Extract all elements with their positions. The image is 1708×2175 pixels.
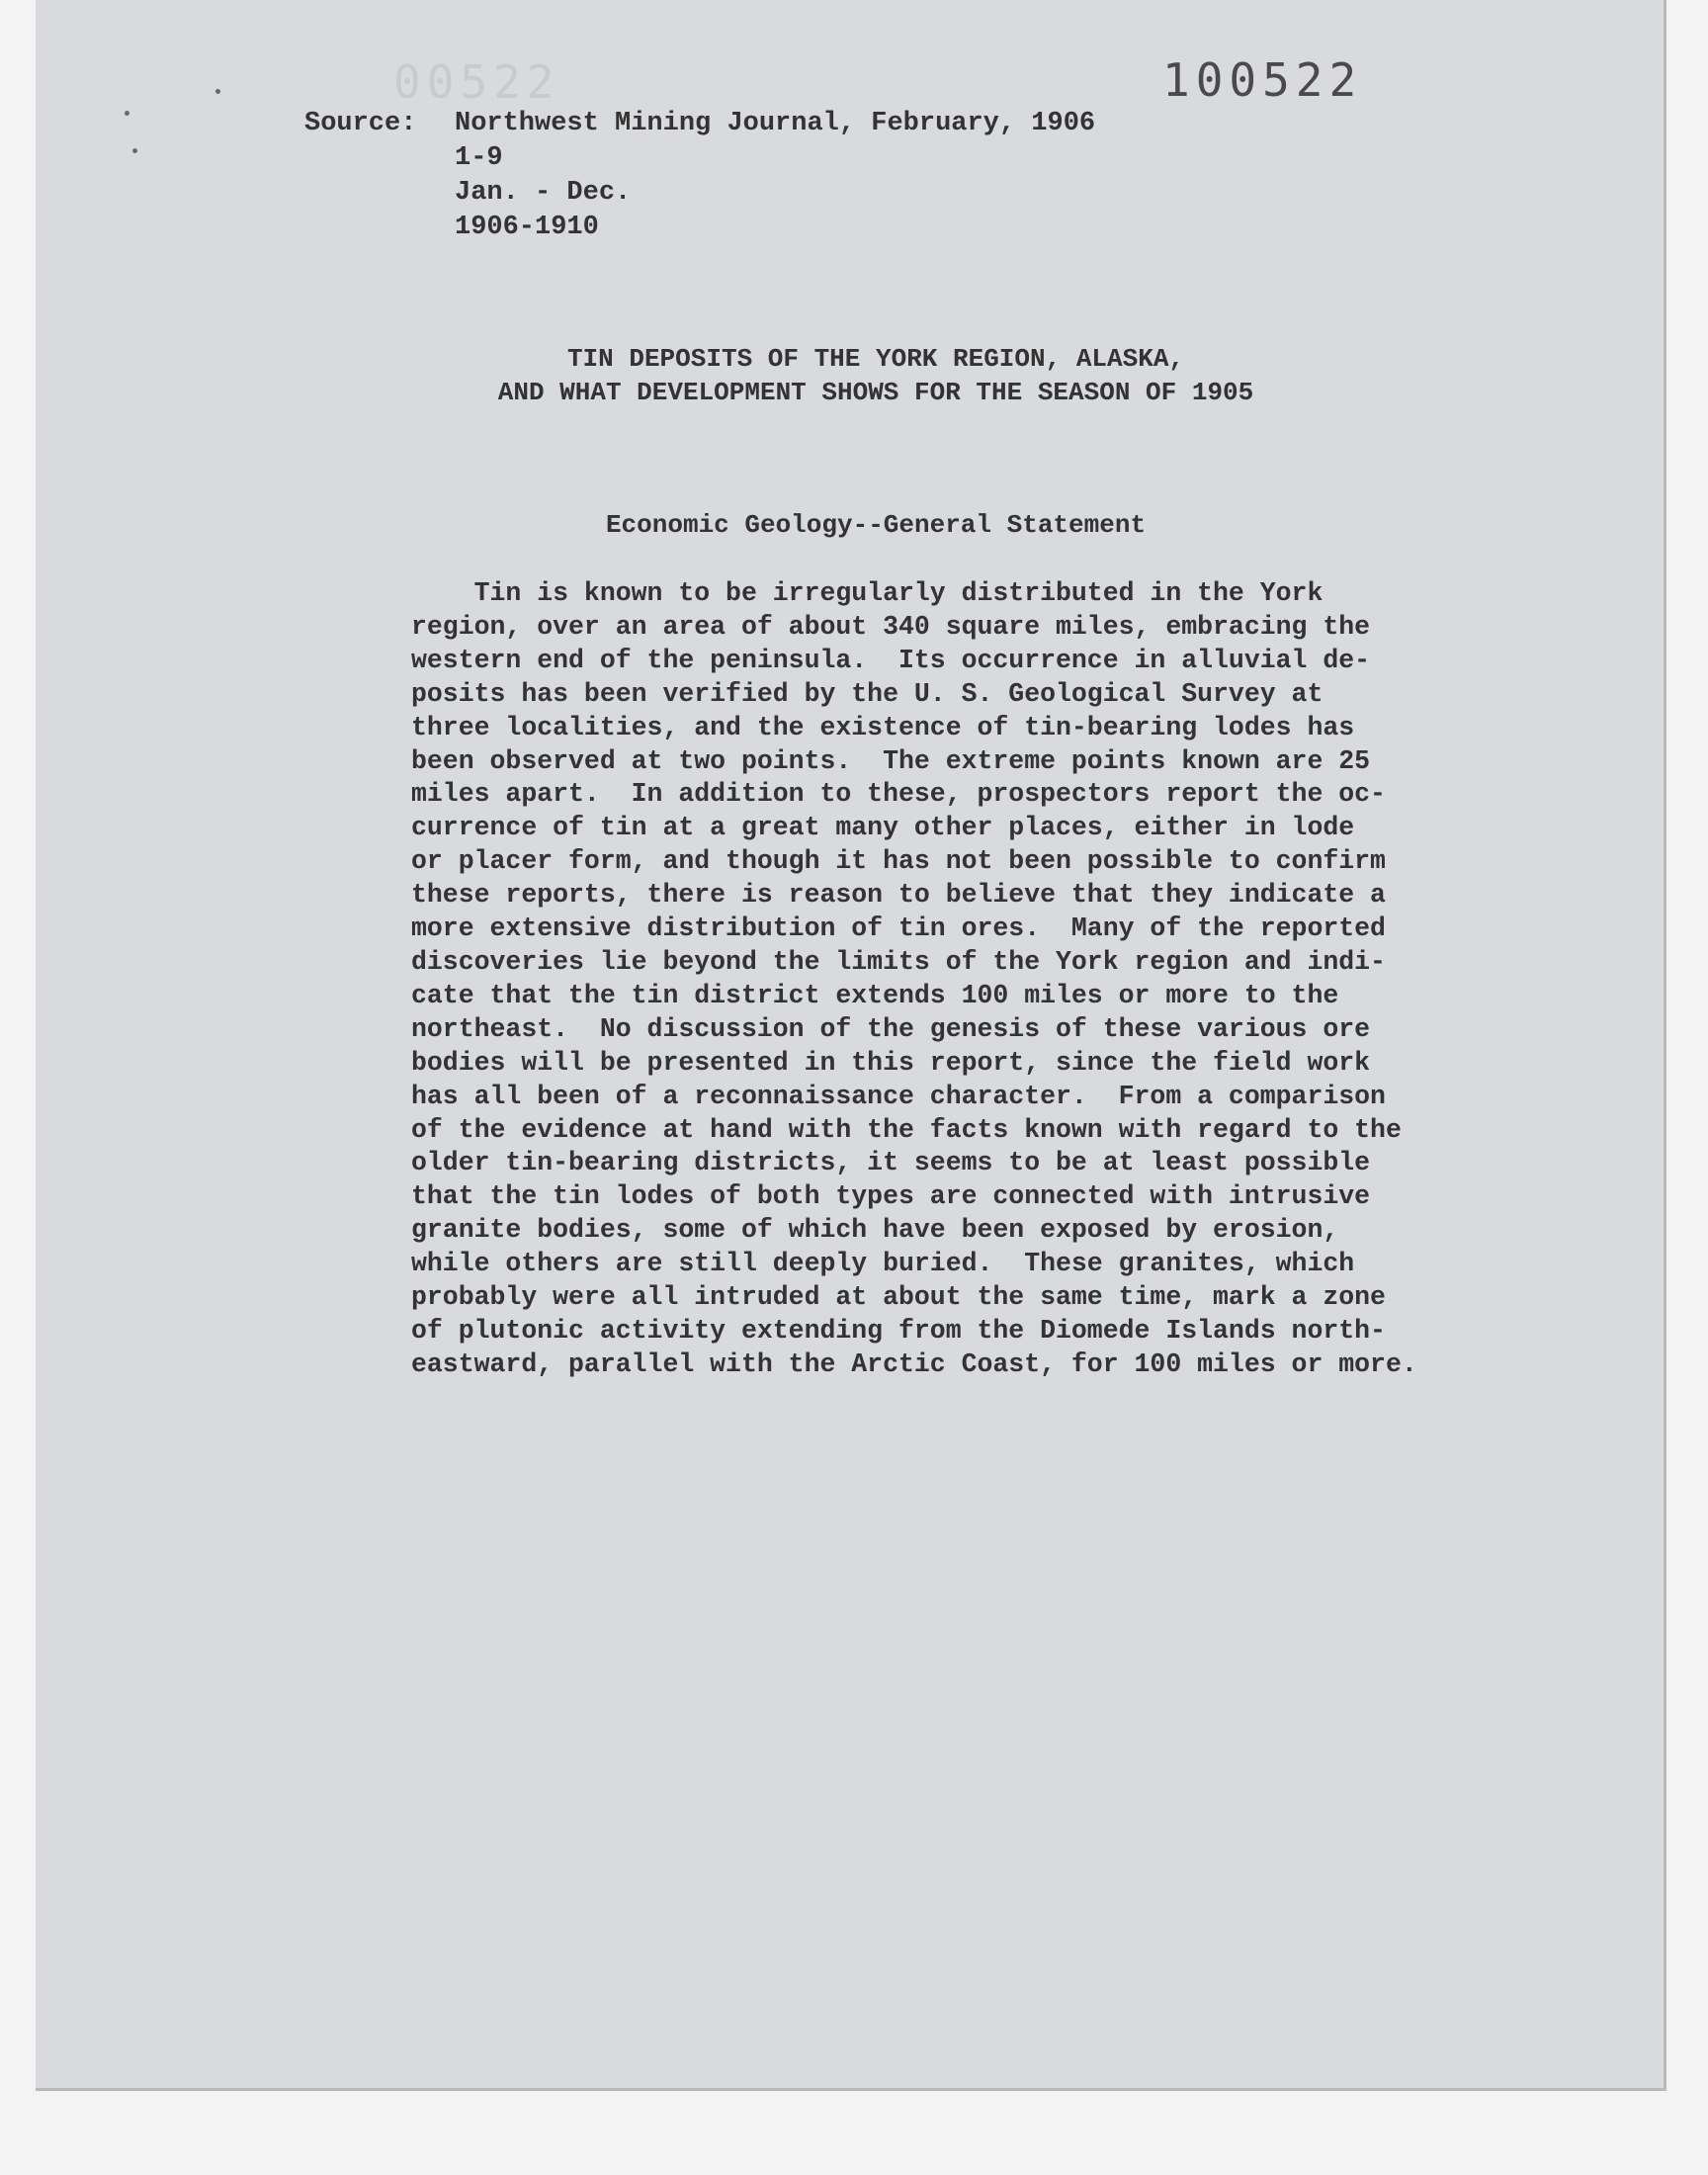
body-line: currence of tin at a great many other places, either in lode: [411, 813, 1355, 843]
document-page: [36, 0, 1666, 2091]
body-line: three localities, and the existence of tin-bearing lodes has: [411, 712, 1355, 742]
body-line: posits has been verified by the U. S. Geological Survey at: [411, 678, 1324, 709]
body-line: while others are still deeply buried. These granites, which: [411, 1249, 1355, 1279]
body-line: of the evidence at hand with the facts known with regard to the: [411, 1114, 1402, 1145]
body-line: has all been of a reconnaissance character. From a comparison: [411, 1081, 1386, 1111]
body-paragraph: [411, 577, 1518, 1382]
body-line: probably were all intruded at about the same time, mark a zone: [411, 1282, 1386, 1313]
paper-speck: [125, 111, 129, 116]
paper-speck: [132, 148, 137, 153]
body-line: of plutonic activity extending from the Diomede Islands north-: [411, 1315, 1386, 1346]
body-line: that the tin lodes of both types are connected with intrusive: [411, 1181, 1371, 1212]
body-line: been observed at two points. The extreme points known are 25: [411, 745, 1371, 776]
source-citation: [304, 107, 1095, 245]
source-line: 1906-1910: [455, 213, 599, 242]
body-line: western end of the peninsula. Its occurrence in alluvial de-: [411, 645, 1371, 675]
source-line: Jan. - Dec.: [455, 178, 632, 208]
source-line: Northwest Mining Journal, February, 1906: [455, 109, 1096, 138]
body-line: Tin is known to be irregularly distributed in the York: [411, 578, 1324, 608]
body-line: bodies will be presented in this report, since the field work: [411, 1047, 1371, 1078]
source-line: 1-9: [455, 143, 503, 173]
page-number-stamp: 100522: [1162, 53, 1363, 107]
body-line: region, over an area of about 340 square miles, embracing the: [411, 611, 1371, 642]
paper-speck: [215, 89, 220, 94]
source-label: Source:: [304, 109, 417, 138]
body-line: eastward, parallel with the Arctic Coast, for 100 miles or more.: [411, 1348, 1417, 1379]
section-heading: Economic Geology--General Statement: [605, 510, 1147, 540]
title-line: AND WHAT DEVELOPMENT SHOWS FOR THE SEASON OF 1905: [497, 378, 1254, 407]
body-line: miles apart. In addition to these, prospectors report the oc-: [411, 779, 1386, 810]
title-line: TIN DEPOSITS OF THE YORK REGION, ALASKA,: [566, 344, 1185, 374]
document-title: [233, 342, 1518, 409]
ghost-page-number-stamp: 00522: [393, 55, 560, 109]
body-line: cate that the tin district extends 100 miles or more to the: [411, 980, 1339, 1010]
body-line: discoveries lie beyond the limits of the York region and indi-: [411, 946, 1386, 977]
body-line: these reports, there is reason to believe that they indicate a: [411, 880, 1386, 911]
body-line: more extensive distribution of tin ores. Many of the reported: [411, 914, 1386, 944]
body-line: granite bodies, some of which have been exposed by erosion,: [411, 1215, 1339, 1246]
body-line: or placer form, and though it has not been possible to confirm: [411, 846, 1386, 877]
body-line: northeast. No discussion of the genesis of these various ore: [411, 1013, 1371, 1044]
body-line: older tin-bearing districts, it seems to be at least possible: [411, 1148, 1371, 1178]
